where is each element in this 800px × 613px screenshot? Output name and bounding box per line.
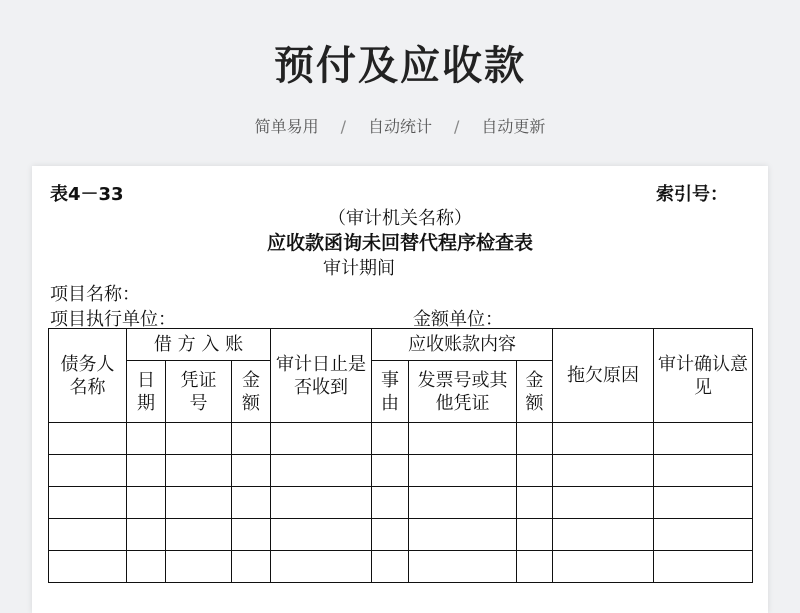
- table-cell[interactable]: [166, 423, 232, 455]
- table-cell[interactable]: [232, 551, 271, 583]
- table-cell[interactable]: [654, 423, 753, 455]
- arrears-reason-header: 拖欠原因: [553, 329, 654, 423]
- booked-amount-header: 金额: [232, 361, 271, 423]
- banner-tagline: [0, 114, 800, 137]
- table-cell[interactable]: [166, 519, 232, 551]
- table-cell[interactable]: [409, 487, 517, 519]
- tag-separator: /: [340, 117, 346, 136]
- banner-title: 预付及应收款: [274, 43, 526, 89]
- table-cell[interactable]: [517, 487, 553, 519]
- table-cell[interactable]: [127, 423, 166, 455]
- tag-separator: /: [454, 117, 460, 136]
- table-row: [49, 551, 753, 583]
- table-cell[interactable]: [271, 487, 372, 519]
- table-cell[interactable]: [166, 551, 232, 583]
- audit-period-label: 审计期间: [323, 258, 395, 279]
- booked-date-header: 日期: [127, 361, 166, 423]
- table-cell[interactable]: [517, 519, 553, 551]
- table-cell[interactable]: [127, 551, 166, 583]
- check-table: [48, 328, 753, 583]
- table-cell[interactable]: [654, 487, 753, 519]
- audit-org-name: （审计机关名称）: [328, 208, 472, 229]
- tag-easy: 简单易用: [254, 117, 319, 136]
- table-cell[interactable]: [127, 455, 166, 487]
- table-cell[interactable]: [517, 455, 553, 487]
- table-cell[interactable]: [409, 455, 517, 487]
- table-cell[interactable]: [49, 487, 127, 519]
- receivable-content-header: 应收账款内容: [372, 329, 553, 361]
- table-row: [49, 519, 753, 551]
- header-row-1: [49, 329, 753, 361]
- amount-unit-label: 金额单位：: [413, 309, 503, 330]
- table-cell[interactable]: [49, 423, 127, 455]
- index-number-label: 索引号：: [656, 184, 728, 205]
- table-cell[interactable]: [271, 519, 372, 551]
- table-row: [49, 487, 753, 519]
- table-cell[interactable]: [553, 551, 654, 583]
- table-cell[interactable]: [372, 455, 409, 487]
- table-cell[interactable]: [654, 551, 753, 583]
- table-cell[interactable]: [49, 519, 127, 551]
- table-row: [49, 423, 753, 455]
- table-cell[interactable]: [409, 519, 517, 551]
- audit-opinion-header: 审计确认意见: [654, 329, 753, 423]
- table-cell[interactable]: [372, 519, 409, 551]
- table-cell[interactable]: [232, 487, 271, 519]
- table-cell[interactable]: [553, 519, 654, 551]
- debtor-header: 债务人名称: [49, 329, 127, 423]
- reason-header: 事由: [372, 361, 409, 423]
- received-check-header: 审计日止是否收到: [271, 329, 372, 423]
- booked-voucher-header: 凭证号: [166, 361, 232, 423]
- form-sheet: [32, 166, 768, 613]
- form-code: 表4－33: [50, 184, 124, 205]
- table-cell[interactable]: [232, 423, 271, 455]
- table-cell[interactable]: [271, 455, 372, 487]
- table-cell[interactable]: [271, 551, 372, 583]
- booked-header: 借 方 入 账: [127, 329, 271, 361]
- project-name-label: 项目名称：: [50, 284, 140, 305]
- form-title: 应收款函询未回替代程序检查表: [266, 232, 533, 254]
- invoice-header: 发票号或其他凭证: [409, 361, 517, 423]
- table-cell[interactable]: [372, 551, 409, 583]
- table-cell[interactable]: [372, 423, 409, 455]
- table-cell[interactable]: [166, 487, 232, 519]
- table-cell[interactable]: [49, 455, 127, 487]
- table-cell[interactable]: [553, 455, 654, 487]
- table-cell[interactable]: [127, 487, 166, 519]
- table-cell[interactable]: [166, 455, 232, 487]
- table-cell[interactable]: [271, 423, 372, 455]
- tag-auto-update: 自动更新: [481, 117, 546, 136]
- table-cell[interactable]: [517, 551, 553, 583]
- table-cell[interactable]: [517, 423, 553, 455]
- table-cell[interactable]: [654, 519, 753, 551]
- table-cell[interactable]: [409, 423, 517, 455]
- table-cell[interactable]: [553, 423, 654, 455]
- table-cell[interactable]: [553, 487, 654, 519]
- exec-unit-label: 项目执行单位：: [50, 309, 176, 330]
- table-cell[interactable]: [232, 519, 271, 551]
- table-cell[interactable]: [49, 551, 127, 583]
- table-cell[interactable]: [409, 551, 517, 583]
- table-cell[interactable]: [372, 487, 409, 519]
- content-amount-header: 金额: [517, 361, 553, 423]
- tag-auto-stat: 自动统计: [367, 117, 432, 136]
- table-cell[interactable]: [654, 455, 753, 487]
- table-row: [49, 455, 753, 487]
- table-cell[interactable]: [127, 519, 166, 551]
- table-cell[interactable]: [232, 455, 271, 487]
